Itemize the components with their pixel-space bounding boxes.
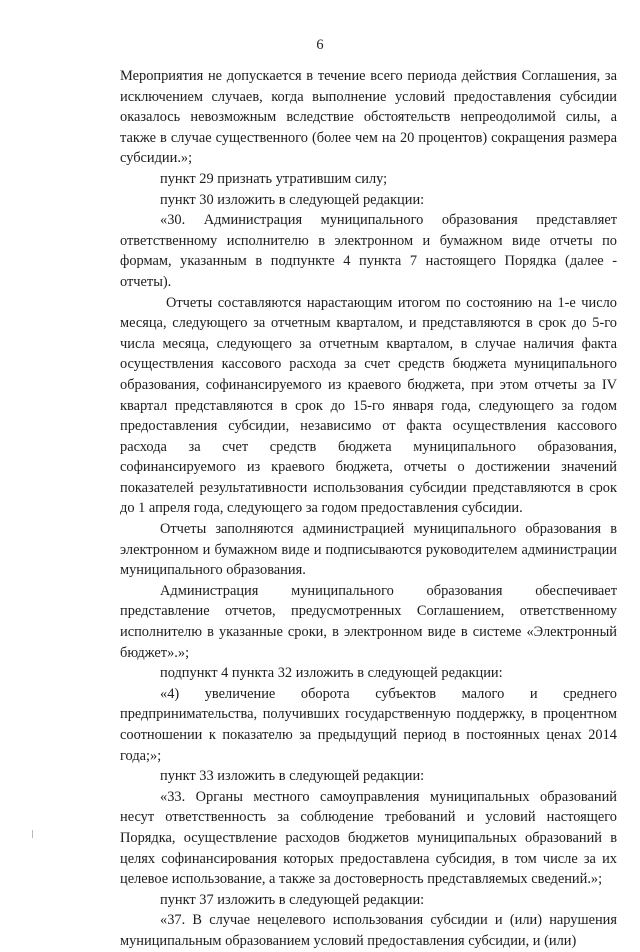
paragraph-reports-timing: Отчеты составляются нарастающим итогом по состоянию на 1-е число месяца, следующего за отчетным кварталом, и представляются в срок до 5-го числа месяца, следующего за отчетным кварталом, в случае наличия факта осуществления кассового расхода за счет средств бюджета муниципального образования, софинансируемого из краевого бюджета, при этом отчеты за IV квартал представляются в срок до 15-го января года, следующего за годом предоставления субсидии, независимо от факта осуществления кассового расхода за счет средств бюджета муниципального образования, софинансируемого из краевого бюджета, отчеты о достижении значений показателей результативности использования субсидии представляются в срок до 1 апреля года, следующего за годом предоставления субсидии. bbox=[120, 294, 617, 517]
paragraph-item-32-intro: подпункт 4 пункта 32 изложить в следующей редакции: bbox=[160, 665, 503, 682]
paragraph-continuation: Мероприятия не допускается в течение всего периода действия Соглашения, за исключением случаев, когда выполнение условий предоставления субсидии оказалось невозможным вследствие обстоятельств непреодолимой силы, а также в случае существенного (более чем на 20 процентов) сокращения размера субсидии.»; bbox=[120, 68, 617, 167]
document-body bbox=[120, 66, 617, 952]
paragraph-item-33: «33. Органы местного самоуправления муниципальных образований несут ответственность за соблюдение требований и условий настоящего Порядка, осуществление расходов бюджетов муниципальных образований в целях софинансирования которых предоставлена субсидия, в том числе за их целевое использование, а также за достоверность представляемых сведений.»; bbox=[120, 788, 617, 888]
paragraph-item-32-4: «4) увеличение оборота субъектов малого и среднего предпринимательства, получивших государственную поддержку, в процентном соотношении к показателю за предыдущий период в постоянных ценах 2014 года;»; bbox=[120, 685, 617, 764]
scan-edge-mark bbox=[32, 830, 33, 838]
paragraph-item-37: «37. В случае нецелевого использования субсидии и (или) нарушения муниципальным образованием условий предоставления субсидии, и (или) bbox=[120, 912, 617, 949]
paragraph-reports-submission: Администрация муниципального образования обеспечивает представление отчетов, предусмотренных Соглашением, ответственному исполнителю в указанные сроки, в электронном виде в системе «Электронный бюджет».»; bbox=[120, 582, 617, 661]
paragraph-item-29: пункт 29 признать утратившим силу; bbox=[160, 170, 388, 187]
paragraph-item-33-intro: пункт 33 изложить в следующей редакции: bbox=[160, 768, 425, 785]
paragraph-item-30-intro: пункт 30 изложить в следующей редакции: bbox=[160, 191, 425, 208]
page-number: 6 bbox=[316, 37, 324, 53]
paragraph-item-30: «30. Администрация муниципального образования представляет ответственному исполнителю в электронном и бумажном виде отчеты по формам, указанным в подпункте 4 пункта 7 настоящего Порядка (далее - отчеты). bbox=[120, 212, 617, 290]
paragraph-item-37-intro: пункт 37 изложить в следующей редакции: bbox=[160, 891, 425, 908]
paragraph-reports-filling: Отчеты заполняются администрацией муниципального образования в электронном и бумажном виде и подписываются руководителем администрации муниципального образования. bbox=[120, 521, 617, 579]
